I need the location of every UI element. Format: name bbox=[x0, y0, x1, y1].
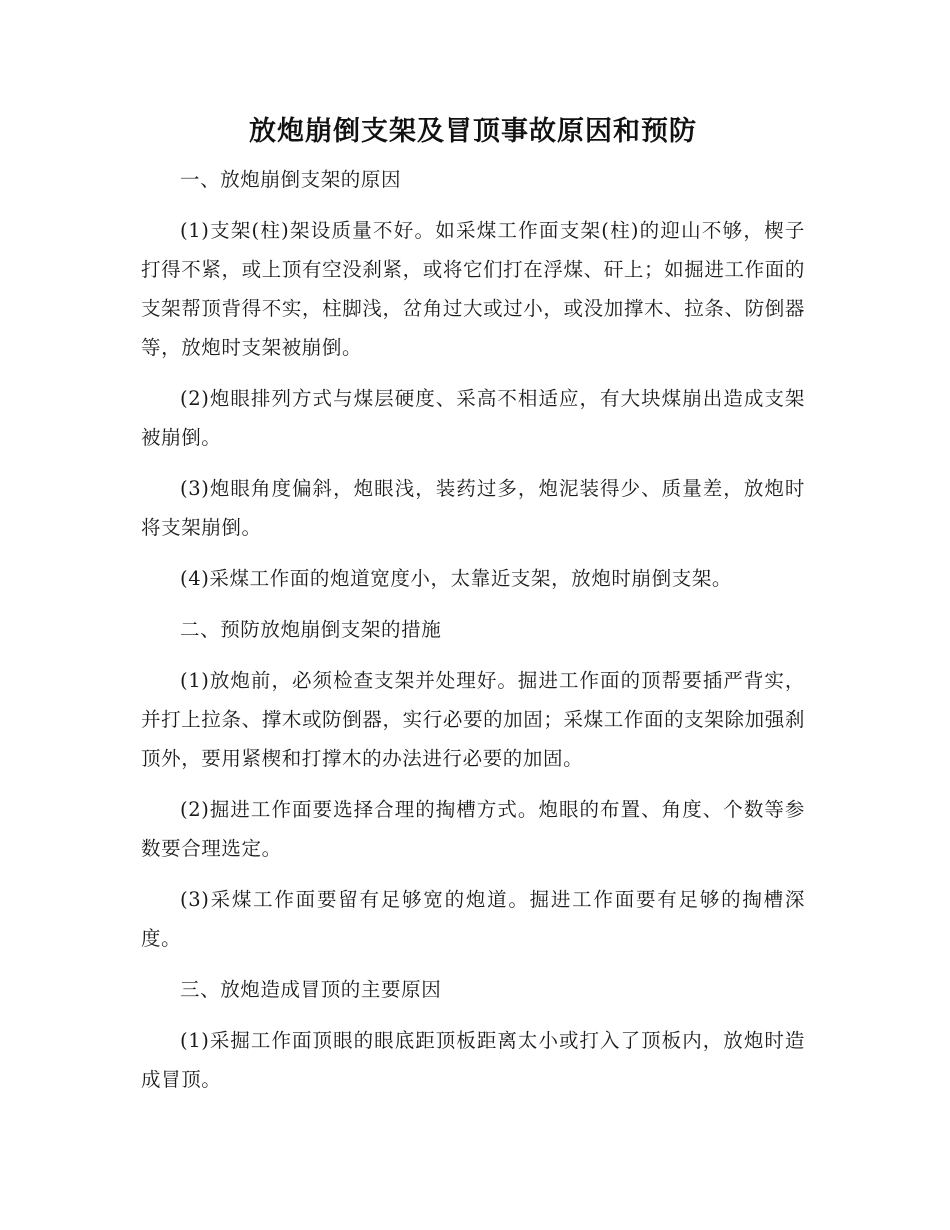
document-page bbox=[141, 112, 805, 1111]
paragraph: (1)采掘工作面顶眼的眼底距顶板距离太小或打入了顶板内，放炮时造成冒顶。 bbox=[141, 1029, 805, 1091]
document-title: 放炮崩倒支架及冒顶事故原因和预防 bbox=[249, 116, 697, 147]
paragraph: (1)放炮前，必须检查支架并处理好。掘进工作面的顶帮要插严背实，并打上拉条、撑木或防倒器，实行必要的加固；采煤工作面的支架除加强刹顶外，要用紧楔和打撑木的办法进行必要的加固。 bbox=[141, 669, 805, 770]
section-heading: 二、预防放炮崩倒支架的措施 bbox=[180, 618, 442, 641]
paragraph: (3)采煤工作面要留有足够宽的炮道。掘进工作面要有足够的掏槽深度。 bbox=[141, 888, 805, 950]
section-heading: 三、放炮造成冒顶的主要原因 bbox=[180, 978, 442, 1001]
paragraph: (2)炮眼排列方式与煤层硬度、采高不相适应，有大块煤崩出造成支架被崩倒。 bbox=[141, 387, 805, 449]
paragraph: (1)支架(柱)架设质量不好。如采煤工作面支架(柱)的迎山不够，楔子打得不紧，或上顶有空没刹紧，或将它们打在浮煤、矸上；如掘进工作面的支架帮顶背得不实，柱脚浅，岔角过大或过小，或没加撑木、拉条、防倒器等，放炮时支架被崩倒。 bbox=[141, 219, 805, 359]
section-heading: 一、放炮崩倒支架的原因 bbox=[180, 168, 402, 191]
paragraph: (4)采煤工作面的炮道宽度小，太靠近支架，放炮时崩倒支架。 bbox=[180, 567, 733, 590]
paragraph: (3)炮眼角度偏斜，炮眼浅，装药过多，炮泥装得少、质量差，放炮时将支架崩倒。 bbox=[141, 477, 805, 539]
paragraph: (2)掘进工作面要选择合理的掏槽方式。炮眼的布置、角度、个数等参数要合理选定。 bbox=[141, 798, 805, 860]
